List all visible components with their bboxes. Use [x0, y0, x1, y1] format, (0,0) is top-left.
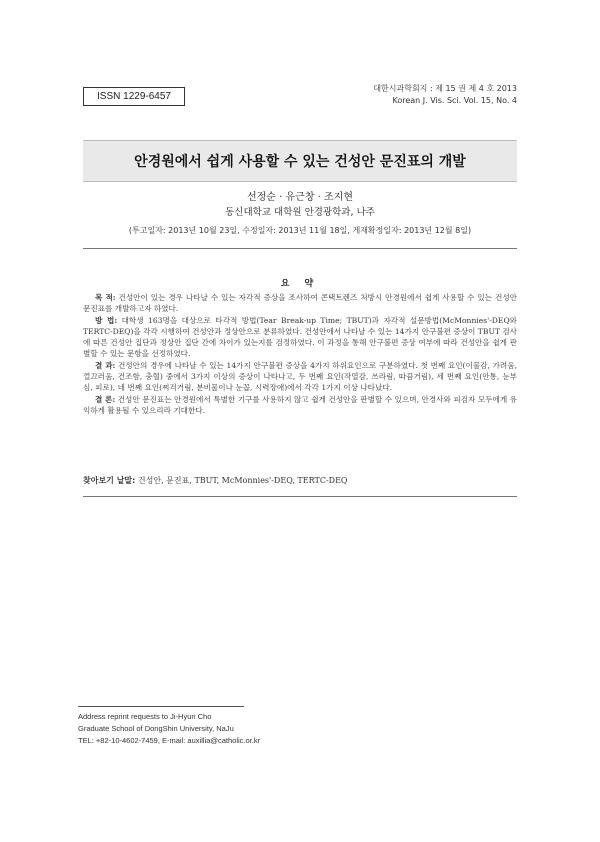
purpose-text: 건성안이 있는 경우 나타날 수 있는 자각적 증상을 조사하여 콘택트렌즈 처방시 안경원에서 쉽게 사용할 수 있는 건성안 문진표를 개발하고자 하였다. — [83, 293, 517, 314]
results-label: 결 과: — [95, 360, 116, 370]
footnote-line-1: Address reprint requests to Ji-Hyun Cho — [78, 712, 212, 721]
author-list: 선정순 · 유근창 · 조지현 — [246, 192, 353, 203]
journal-citation-english: Korean J. Vis. Sci. Vol. 15, No. 4 — [392, 96, 517, 105]
issn-box: ISSN 1229-6457 — [83, 87, 185, 106]
abstract-conclusion — [83, 394, 517, 417]
correspondence-footnote — [78, 711, 260, 747]
abstract-heading: 요 약 — [280, 279, 320, 289]
abstract-body — [83, 292, 517, 416]
abstract-methods — [83, 315, 517, 360]
journal-citation-korean: 대한시과학회지 : 제 15 권 제 4 호 2013 — [373, 84, 517, 93]
abstract-purpose — [83, 292, 517, 315]
purpose-label: 목 적: — [95, 293, 116, 302]
journal-citation — [373, 83, 517, 107]
top-divider — [83, 248, 517, 249]
paper-title: 안경원에서 쉽게 사용할 수 있는 건성안 문진표의 개발 — [83, 140, 517, 182]
footnote-line-2: Graduate School of DongShin University, NaJu — [78, 724, 234, 733]
submission-dates: (투고일자: 2013년 10월 23일, 수정일자: 2013년 11월 18일, 게재확정일자: 2013년 12월 8일) — [128, 226, 472, 235]
conclusion-text: 건성안 문진표는 안경원에서 특별한 기구를 사용하지 않고 쉽게 건성안을 판별할 수 있으며, 안경사와 피검자 모두에게 유익하게 활용될 수 있으리라 기대한다. — [83, 394, 517, 415]
footnote-divider — [78, 706, 244, 707]
affiliation: 동신대학교 대학원 안경광학과, 나주 — [225, 207, 375, 218]
methods-text: 대학생 163명을 대상으로 타각적 방법(Tear Break-up Time; TBUT)과 자각적 설문방법(McMonnies'-DEQ와 TERTC-DEQ)을 각각 시행하여 건성안과 정상안으로 분류하였다. 건성안에서 나타날 수 있는 14가지 안구불편 증상이 TBUT 검사에 따른 건성안 집단과 정상안 집단 간에 차이가 있는지를 검정하였다. 이 과정을 통해 안구불편 증상 여부에 따라 건성안을 쉽게 판별할 수 있는 문항을 선정하였다. — [83, 315, 518, 359]
keywords-value: 건성안, 문진표, TBUT, McMonnies'-DEQ, TERTC-DEQ — [137, 476, 348, 485]
footnote-line-3: TEL: +82-10-4602-7459, E-mail: auxillia@catholic.or.kr — [78, 736, 261, 745]
keywords — [83, 475, 517, 486]
conclusion-label: 결 론: — [95, 394, 116, 404]
bottom-divider — [83, 496, 517, 497]
keywords-label: 찾아보기 낱말: — [83, 476, 136, 485]
results-text: 건성안의 경우에 나타날 수 있는 14가지 안구불편 증상을 4가지 하위요인으로 구분하였다. 첫 번째 요인(이물감, 가려움, 껄끄러움, 건조함, 충혈) 중에서 3가지 이상의 증상이 나타나고, 두 번째 요인(작열감, 쓰라림, 따끔거림), 세 번째 요인(안통, 눈부심, 피로), 네 번째 요인(찌걱거림, 분비물이나 눈꼽, 시력장애)에서 각각 1가지 이상 나타났다. — [83, 360, 517, 393]
methods-label: 방 법: — [95, 315, 118, 325]
abstract-results — [83, 360, 517, 394]
